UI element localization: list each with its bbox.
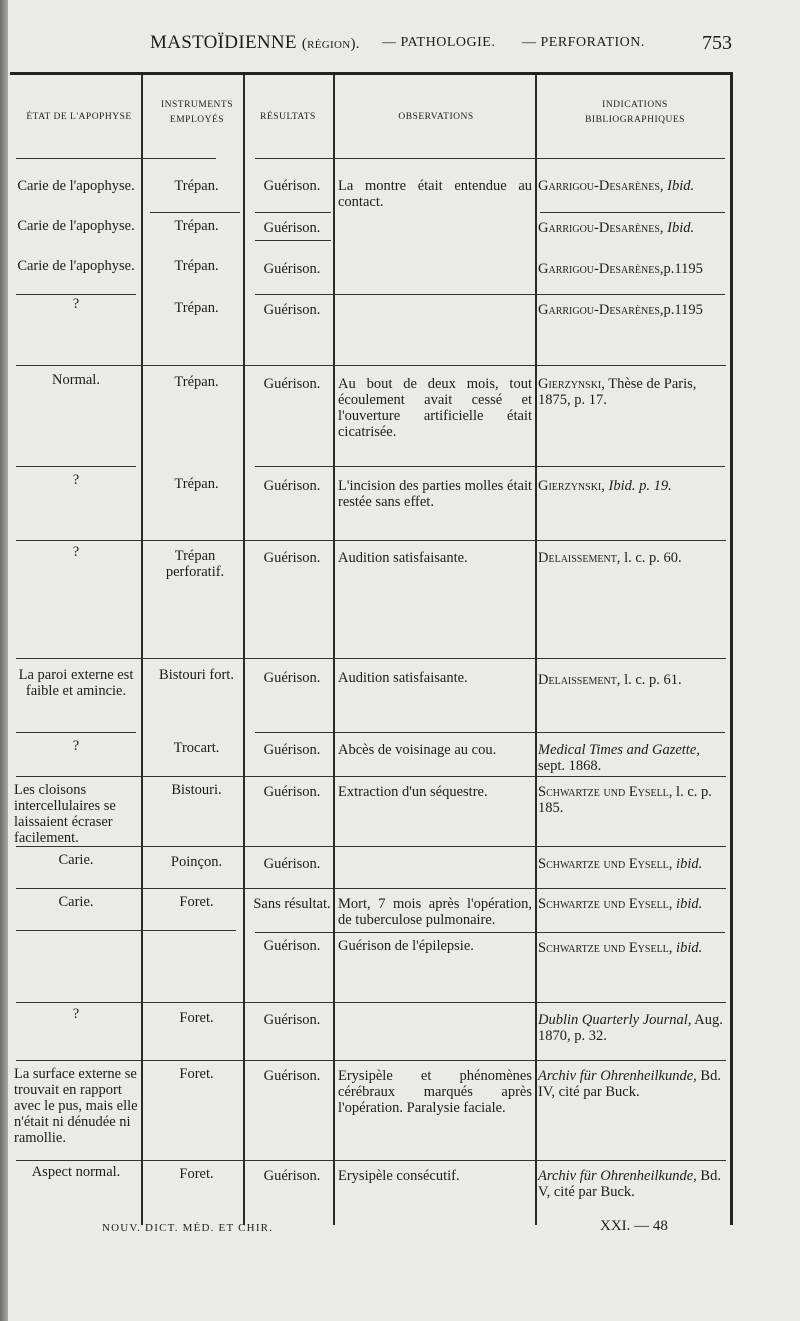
row-indication: Archiv für Ohrenheilkunde, Bd. IV, cité par Buck.: [538, 1068, 721, 1100]
running-header: [150, 30, 740, 60]
row-resultat: Guérison.: [263, 1068, 321, 1084]
rule: [255, 212, 331, 213]
row-instrument: Trépan.: [174, 218, 219, 234]
row-indication: Garrigou-Desarènes,p.1195: [538, 261, 703, 277]
row-etat: Normal.: [52, 372, 100, 388]
row-etat: Carie de l'apophyse.: [17, 218, 135, 234]
rule: [16, 776, 726, 777]
rule: [255, 466, 725, 467]
column-header-resultats: RÉSULTATS: [260, 112, 316, 122]
row-etat: La paroi externe est faible et amincie.: [18, 667, 134, 699]
rule: [255, 240, 331, 241]
column-divider: [535, 75, 537, 1225]
row-observation: L'incision des parties molles était restée sans effet.: [338, 478, 532, 510]
rule: [540, 212, 725, 213]
column-divider: [243, 75, 245, 1225]
row-indication: Dublin Quarterly Journal, Aug. 1870, p. 32.: [538, 1012, 723, 1044]
row-instrument: Trépan.: [174, 178, 219, 194]
row-indication: Garrigou-Desarènes, Ibid.: [538, 178, 695, 194]
row-instrument: Trépan.: [174, 476, 219, 492]
rule: [16, 930, 236, 931]
rule: [16, 1160, 726, 1161]
row-resultat: Guérison.: [263, 856, 321, 872]
row-indication: Medical Times and Gazette, sept. 1868.: [538, 742, 700, 774]
row-observation: Au bout de deux mois, tout écoulement avait cessé et l'ouverture artificielle était cicatrisée.: [338, 376, 532, 440]
row-etat: La surface externe se trouvait en rapport avec le pus, mais elle n'était ni dénudée ni ramollie.: [14, 1066, 138, 1146]
row-indication: Schwartze und Eysell, ibid.: [538, 940, 703, 956]
row-instrument: Bistouri fort.: [159, 667, 234, 683]
rule: [16, 466, 136, 467]
rule: [16, 365, 726, 366]
column-header-observations: OBSERVATIONS: [398, 112, 474, 122]
row-resultat: Guérison.: [263, 178, 321, 194]
row-etat: ?: [72, 738, 80, 754]
rule: [16, 658, 726, 659]
row-resultat: Guérison.: [263, 938, 321, 954]
row-etat: Les cloisons intercellulaires se laissaient écraser facilement.: [14, 782, 116, 846]
row-observation: La montre était entendue au contact.: [338, 178, 532, 210]
rule: [16, 158, 216, 159]
row-etat: Carie.: [58, 852, 94, 868]
row-resultat: Guérison.: [263, 376, 321, 392]
row-resultat: Guérison.: [263, 220, 321, 236]
page-number: 753: [702, 32, 732, 54]
row-observation: Audition satisfaisante.: [338, 670, 468, 686]
row-indication: Archiv für Ohrenheilkunde, Bd. V, cité par Buck.: [538, 1168, 721, 1200]
row-etat: Carie de l'apophyse.: [17, 178, 135, 194]
row-etat: ?: [72, 296, 80, 312]
row-etat: Carie.: [58, 894, 94, 910]
column-header-instruments: INSTRUMENTS EMPLOYÉS: [160, 100, 233, 125]
row-resultat: Guérison.: [263, 1012, 321, 1028]
rule: [16, 846, 726, 847]
row-instrument: Foret.: [179, 1066, 214, 1082]
row-resultat: Guérison.: [263, 1168, 321, 1184]
row-instrument: Bistouri.: [171, 782, 222, 798]
row-indication: Schwartze und Eysell, l. c. p. 185.: [538, 784, 712, 816]
row-resultat: Guérison.: [263, 261, 321, 277]
rule: [255, 294, 725, 295]
row-indication: Gierzynski, Ibid. p. 19.: [538, 478, 672, 494]
row-resultat: Guérison.: [263, 302, 321, 318]
header-pathologie: — PATHOLOGIE.: [382, 35, 496, 50]
rule: [16, 732, 136, 733]
rule: [16, 540, 726, 541]
row-indication: Gierzynski, Thèse de Paris, 1875, p. 17.: [538, 376, 697, 408]
rule: [255, 158, 725, 159]
column-divider: [333, 75, 335, 1225]
row-etat: ?: [72, 544, 80, 560]
rule: [255, 932, 725, 933]
row-observation: Erysipèle et phénomènes cérébraux marqués après l'opération. Paralysie faciale.: [338, 1068, 532, 1116]
row-instrument: Trépan perforatif.: [165, 548, 225, 580]
row-indication: Delaissement, l. c. p. 61.: [538, 672, 682, 688]
table-frame: [10, 72, 733, 1225]
row-resultat: Guérison.: [263, 670, 321, 686]
row-resultat: Guérison.: [263, 784, 321, 800]
rule: [16, 1060, 726, 1061]
rule: [255, 732, 725, 733]
rule: [16, 888, 726, 889]
row-observation: Extraction d'un séquestre.: [338, 784, 488, 800]
row-instrument: Poinçon.: [170, 854, 223, 870]
footer-left: NOUV. DICT. MÉD. ET CHIR.: [102, 1222, 274, 1234]
rule: [150, 212, 240, 213]
row-observation: Guérison de l'épilepsie.: [338, 938, 474, 954]
row-observation: Erysipèle consécutif.: [338, 1168, 460, 1184]
column-header-etat: ÉTAT DE L'APOPHYSE: [26, 112, 132, 122]
row-etat: ?: [72, 1006, 80, 1022]
row-instrument: Trépan.: [174, 258, 219, 274]
row-indication: Schwartze und Eysell, ibid.: [538, 896, 703, 912]
column-divider: [141, 75, 143, 1225]
header-perforation: — PERFORATION.: [522, 35, 645, 50]
row-instrument: Trépan.: [174, 300, 219, 316]
row-observation: Abcès de voisinage au cou.: [338, 742, 497, 758]
row-etat: Carie de l'apophyse.: [17, 258, 135, 274]
column-header-indications: INDICATIONS BIBLIOGRAPHIQUES: [585, 100, 685, 125]
row-resultat: Guérison.: [263, 742, 321, 758]
row-indication: Garrigou-Desarènes, Ibid.: [538, 220, 695, 236]
row-instrument: Foret.: [179, 1010, 214, 1026]
row-etat: Aspect normal.: [31, 1164, 121, 1180]
row-resultat: Guérison.: [263, 478, 321, 494]
row-instrument: Foret.: [179, 894, 214, 910]
row-indication: Schwartze und Eysell, ibid.: [538, 856, 703, 872]
rule: [16, 1002, 726, 1003]
rule: [16, 294, 136, 295]
row-observation: Mort, 7 mois après l'opération, de tuberculose pulmonaire.: [338, 896, 532, 928]
row-instrument: Trépan.: [174, 374, 219, 390]
row-resultat: Sans résultat.: [253, 896, 331, 912]
header-title: MASTOÏDIENNE (région).: [150, 32, 360, 53]
row-observation: Audition satisfaisante.: [338, 550, 468, 566]
row-indication: Delaissement, l. c. p. 60.: [538, 550, 682, 566]
row-resultat: Guérison.: [263, 550, 321, 566]
row-indication: Garrigou-Desarènes,p.1195: [538, 302, 703, 318]
row-instrument: Foret.: [179, 1166, 214, 1182]
row-etat: ?: [72, 472, 80, 488]
footer-signature: XXI. — 48: [600, 1218, 668, 1234]
row-instrument: Trocart.: [173, 740, 220, 756]
